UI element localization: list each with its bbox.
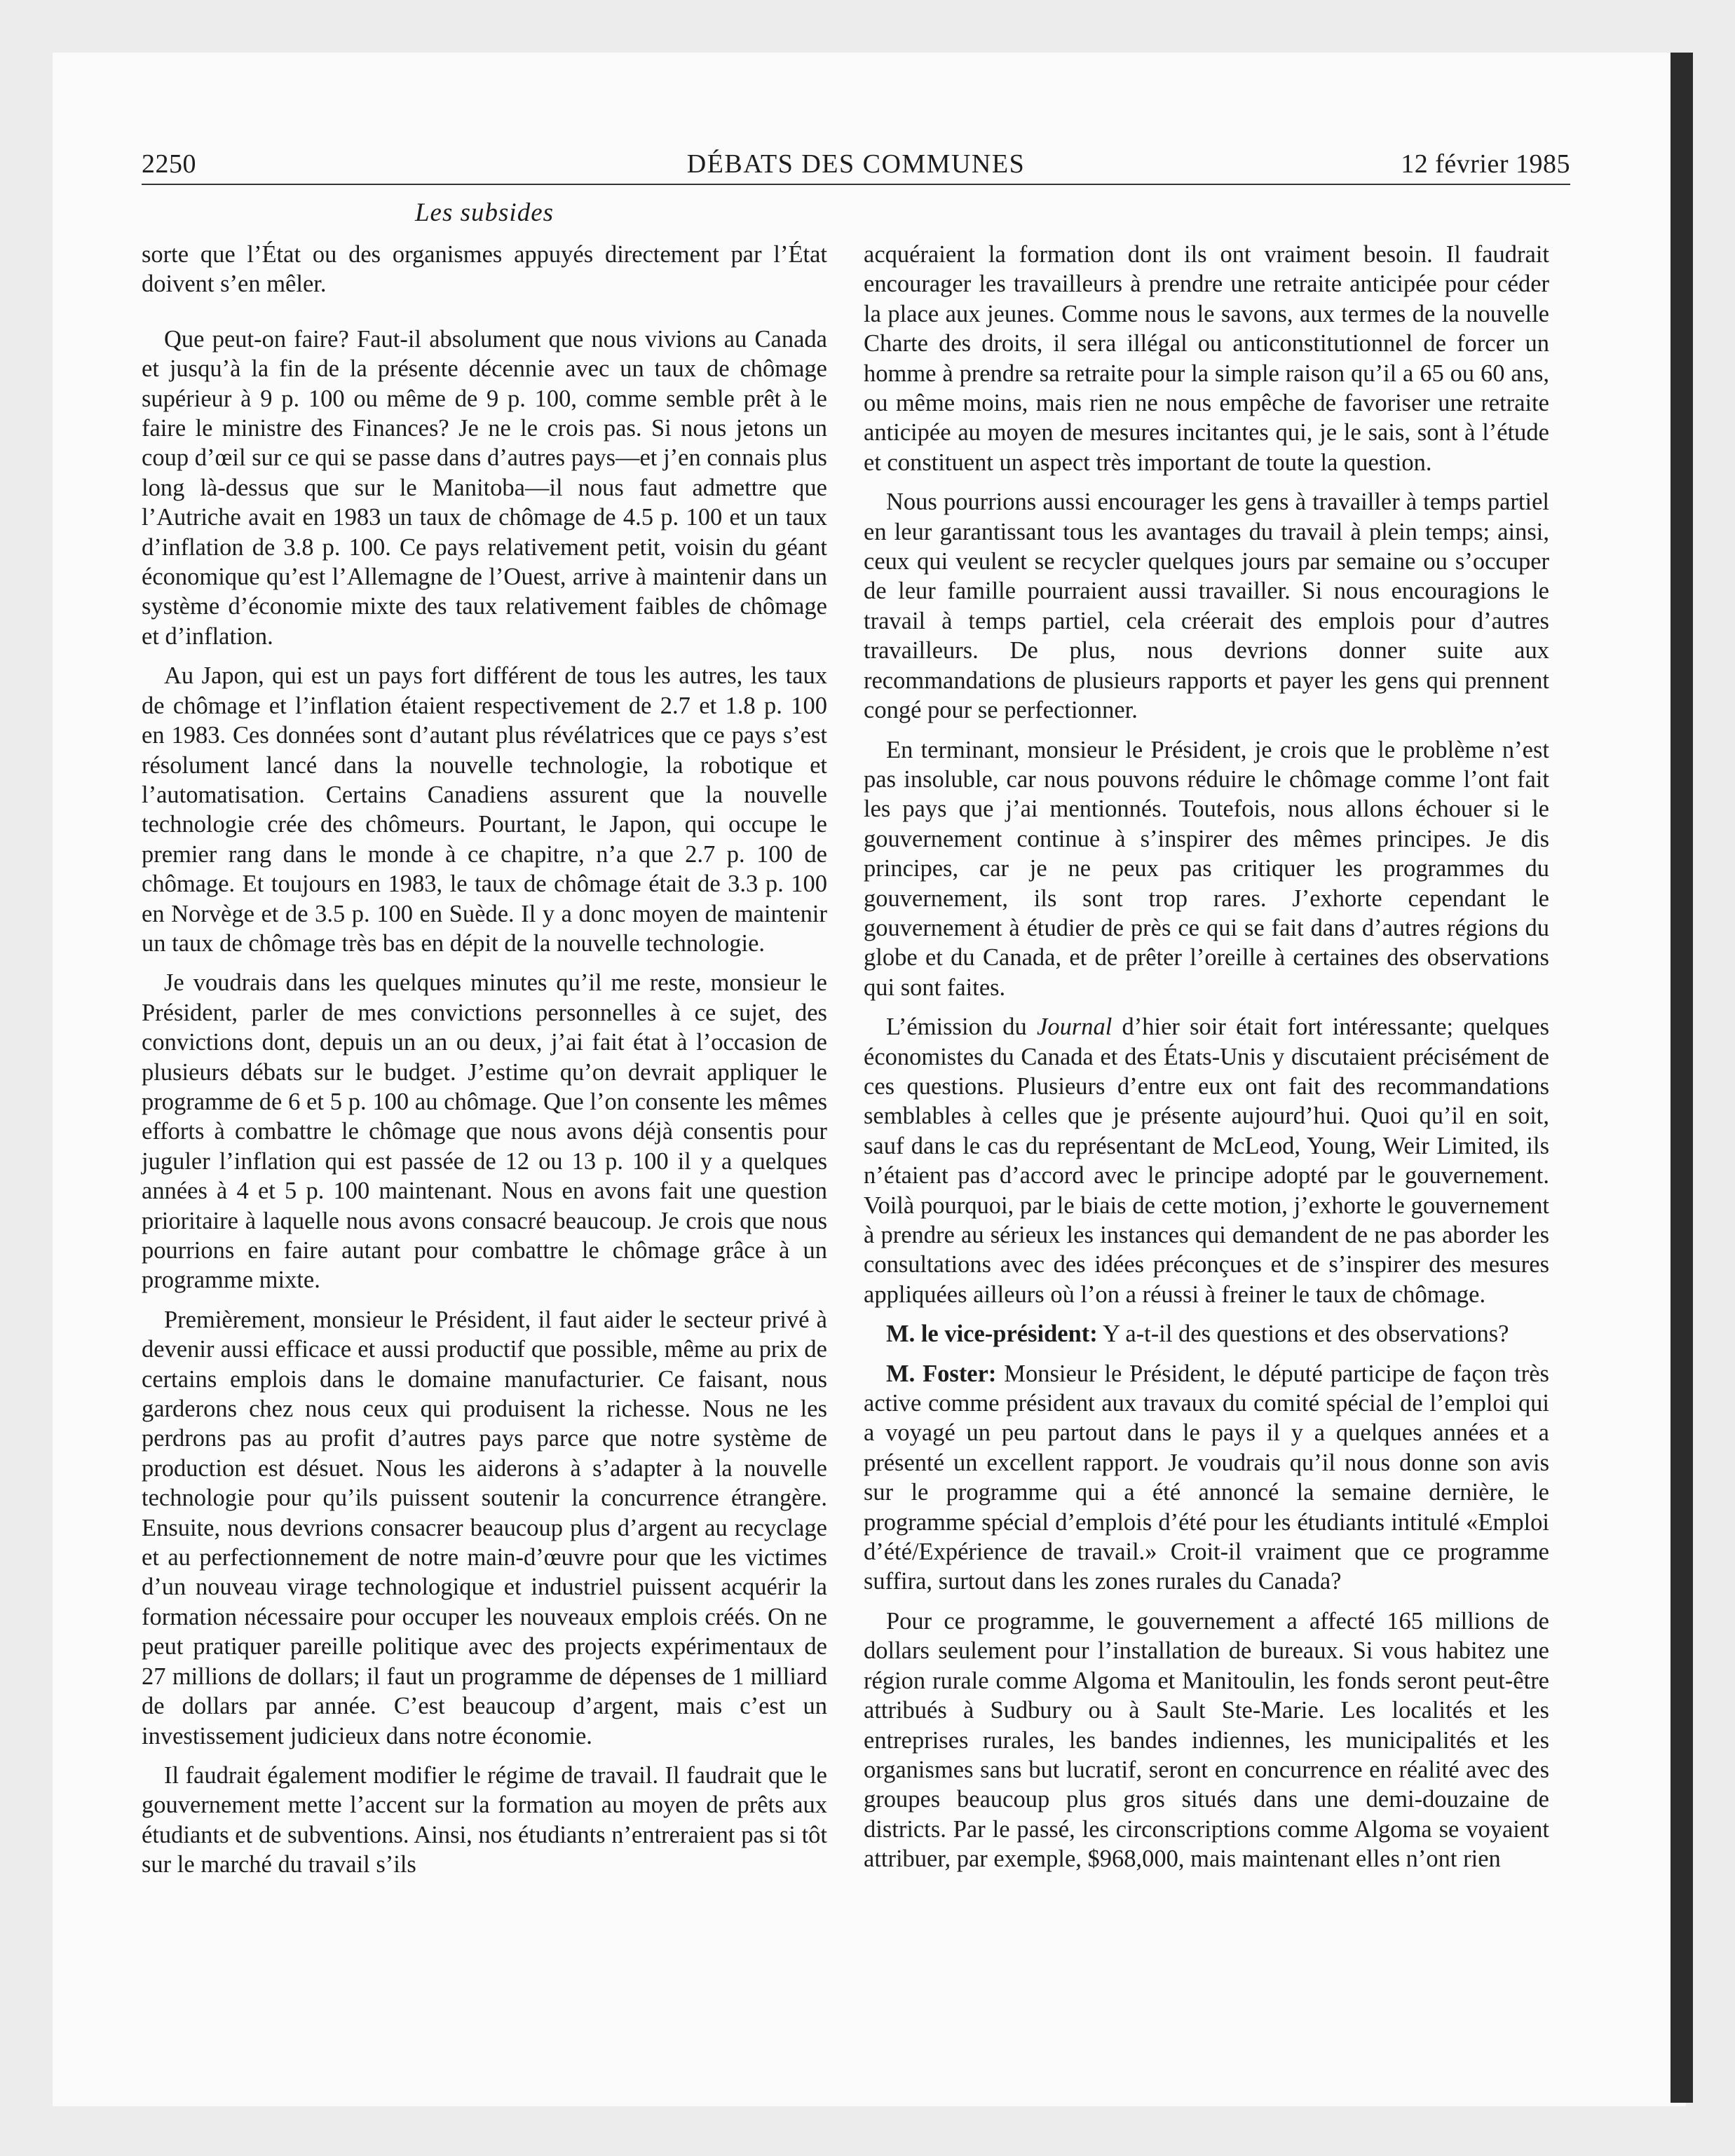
paragraph: Je voudrais dans les quelques minutes qu’il me reste, monsieur le Président, parler de mes convictions personnelles à ce sujet, des convictions dont, depuis un an ou deux, j’ai fait état à l’occasion de plusieurs débats sur le budget. J’estime qu’on devrait appliquer le programme de 6 et 5 p. 100 au chômage. Que l’on consente les mêmes efforts à combattre le chômage que nous avons déjà consentis pour juguler l’inflation qui est passée de 12 ou 13 p. 100 il y a quelques années à 4 et 5 p. 100 maintenant. Nous en avons fait une question prioritaire à laquelle nous avons consacré beaucoup. Je crois que nous pourrions en faire autant pour combattre le chômage grâce à un programme mixte. xyxy=(142,969,827,1294)
paragraph: acquéraient la formation dont ils ont vraiment besoin. Il faudrait encourager les travailleurs à prendre une retraite anticipée pour céder la place aux jeunes. Comme nous le savons, aux termes de la nouvelle Charte des droits, il sera illégal ou anticonstitutionnel de forcer un homme à prendre sa retraite pour la simple raison qu’il a 65 ou 60 ans, ou même moins, mais rien ne nous empêche de favoriser une retraite anticipée au moyen de mesures incitantes qui, je le sais, sont à l’étude et constituent un aspect très important de toute la question. xyxy=(864,241,1549,476)
paragraph-text: L’émission du xyxy=(886,1014,1037,1041)
left-column xyxy=(142,240,827,1890)
paragraph: En terminant, monsieur le Président, je crois que le problème n’est pas insoluble, car nous pouvons réduire le chômage comme l’ont fait les pays que j’ai mentionnés. Toutefois, nous allons échouer si le gouvernement continue à s’inspirer des mêmes principes. Je dis principes, car je ne peux pas critiquer les programmes du gouvernement, ils sont trop rares. J’exhorte cependant le gouvernement à étudier de près ce qui se fait dans d’autres régions du globe et du Canada, et de prêter l’oreille à certaines des observations qui sont faites. xyxy=(864,736,1549,1001)
paragraph: Au Japon, qui est un pays fort différent de tous les autres, les taux de chômage et l’inflation étaient respectivement de 2.7 et 1.8 p. 100 en 1983. Ces données sont d’autant plus révélatrices que ce pays s’est résolument lancé dans la nouvelle technologie, la robotique et l’automatisation. Certains Canadiens assurent que la nouvelle technologie crée des chômeurs. Pourtant, le Japon, qui occupe le premier rang dans le monde à ce chapitre, n’a que 2.7 p. 100 de chômage. Et toujours en 1983, le taux de chômage était de 3.3 p. 100 en Norvège et de 3.5 p. 100 en Suède. Il y a donc moyen de maintenir un taux de chômage très bas en dépit de la nouvelle technologie. xyxy=(142,662,827,957)
paragraph xyxy=(864,1012,1549,1309)
speech-text: Monsieur le Président, le député participe de façon très active comme président aux travaux du comité spécial de l’emploi qui a voyagé un peu partout dans le pays il y a quelques années et a présenté un excellent rapport. Je voudrais qu’il nous donne son avis sur le programme qui a été annoncé la semaine dernière, le programme spécial d’emplois d’été pour les étudiants intitulé «Emploi d’été/Expérience de travail.» Croit-il vraiment que ce programme suffira, surtout dans les zones rurales du Canada? xyxy=(864,1360,1549,1595)
scan-edge-shadow xyxy=(1671,53,1693,2103)
issue-date: 12 février 1985 xyxy=(1401,149,1570,179)
speaker-paragraph xyxy=(864,1359,1549,1597)
paragraph-text: d’hier soir était fort intéressante; quelques économistes du Canada et des États-Unis y discutaient précisément de ces questions. Plusieurs d’entre eux ont fait des recommandations semblables à celles que je présente aujourd’hui. Quoi qu’il en soit, sauf dans le cas du représentant de McLeod, Young, Weir Limited, ils n’étaient pas d’accord avec le principe adopté par le gouvernement. Voilà pourquoi, par le biais de cette motion, j’exhorte le gouvernement à prendre au sérieux les instances qui demandent de ne pas aborder les consultations avec des idées préconçues et de s’inspirer des mesures appliquées ailleurs où l’on a réussi à freiner le taux de chômage. xyxy=(864,1014,1549,1308)
speech-text: Y a-t-il des questions et des observations? xyxy=(1097,1321,1509,1348)
running-header xyxy=(142,143,1570,182)
speaker-name: M. Foster: xyxy=(886,1360,997,1387)
program-title: Journal xyxy=(1037,1014,1113,1041)
paragraph: Il faudrait également modifier le régime de travail. Il faudrait que le gouvernement mette l’accent sur la formation au moyen de prêts aux étudiants et de subventions. Ainsi, nos étudiants n’entreraient pas si tôt sur le marché du travail s’ils xyxy=(142,1761,827,1878)
paragraph: Pour ce programme, le gouvernement a affecté 165 millions de dollars seulement pour l’installation de bureaux. Si vous habitez une région rurale comme Algoma et Manitoulin, les fonds seront peut-être attribués à Sudbury ou à Sault Ste-Marie. Les localités et les entreprises rurales, les bandes indiennes, les municipalités et les organismes sans but lucratif, seront en concurrence en réalité avec des groupes beaucoup plus gros situés dans une demi-douzaine de districts. Par le passé, les circonscriptions comme Algoma se voyaient attribuer, par exemple, $968,000, mais maintenant elles n’ont rien xyxy=(864,1607,1549,1873)
publication-title: DÉBATS DES COMMUNES xyxy=(686,149,1026,179)
speaker-paragraph xyxy=(864,1319,1549,1349)
section-title: Les subsides xyxy=(414,198,554,227)
paragraph: Premièrement, monsieur le Président, il faut aider le secteur privé à devenir aussi efficace et aussi productif que possible, même au prix de certains emplois dans le domaine manufacturier. Ce faisant, nous garderons chez nous ceux qui produisent la richesse. Nous ne les perdrons pas au profit d’autres pays parce que notre système de production est désuet. Nous les aiderons à s’adapter à la nouvelle technologie pour qu’ils puissent soutenir la concurrence étrangère. Ensuite, nous devrions consacrer beaucoup plus d’argent au recyclage et au perfectionnement de notre main-d’œuvre pour que les victimes d’un nouveau virage technologique et industriel puissent acquérir la formation nécessaire pour occuper les nouveaux emplois créés. On ne peut pratiquer pareille politique avec des projects expérimentaux de 27 millions de dollars; il faut un programme de dépenses de 1 milliard de dollars par année. C’est beaucoup d’argent, mais c’est un investissement judicieux dans notre économie. xyxy=(142,1306,827,1749)
paragraph: Que peut-on faire? Faut-il absolument que nous vivions au Canada et jusqu’à la fin de la présente décennie avec un taux de chômage supérieur à 9 p. 100 ou même de 9 p. 100, comme semble prêt à le faire le ministre des Finances? Je ne le crois pas. Si nous jetons un coup d’œil sur ce qui se passe dans d’autres pays—et j’en connais plus long là-dessus que sur le Manitoba—il nous faut admettre que l’Autriche avait en 1983 un taux de chômage de 4.5 p. 100 et un taux d’inflation de 3.8 p. 100. Ce pays relativement petit, voisin du géant économique qu’est l’Allemagne de l’Ouest, arrive à maintenir dans un système d’économie mixte des taux relativement faibles de chômage et d’inflation. xyxy=(142,325,827,650)
paragraph: Nous pourrions aussi encourager les gens à travailler à temps partiel en leur garantissant tous les avantages du travail à plein temps; ainsi, ceux qui veulent se recycler quelques jours par semaine ou s’occuper de leur famille pourraient aussi travailler. Si nous encouragions le travail à temps partiel, cela créerait des emplois pour d’autres travailleurs. De plus, nous devrions donner suite aux recommandations de plusieurs rapports et payer les gens qui prennent congé pour se perfectionner. xyxy=(864,489,1549,724)
speaker-name: M. le vice-président: xyxy=(886,1321,1098,1348)
header-rule xyxy=(142,184,1570,185)
right-column xyxy=(864,240,1549,1884)
paragraph: sorte que l’État ou des organismes appuyés directement par l’État doivent s’en mêler. xyxy=(142,241,827,298)
page-number: 2250 xyxy=(142,149,196,179)
